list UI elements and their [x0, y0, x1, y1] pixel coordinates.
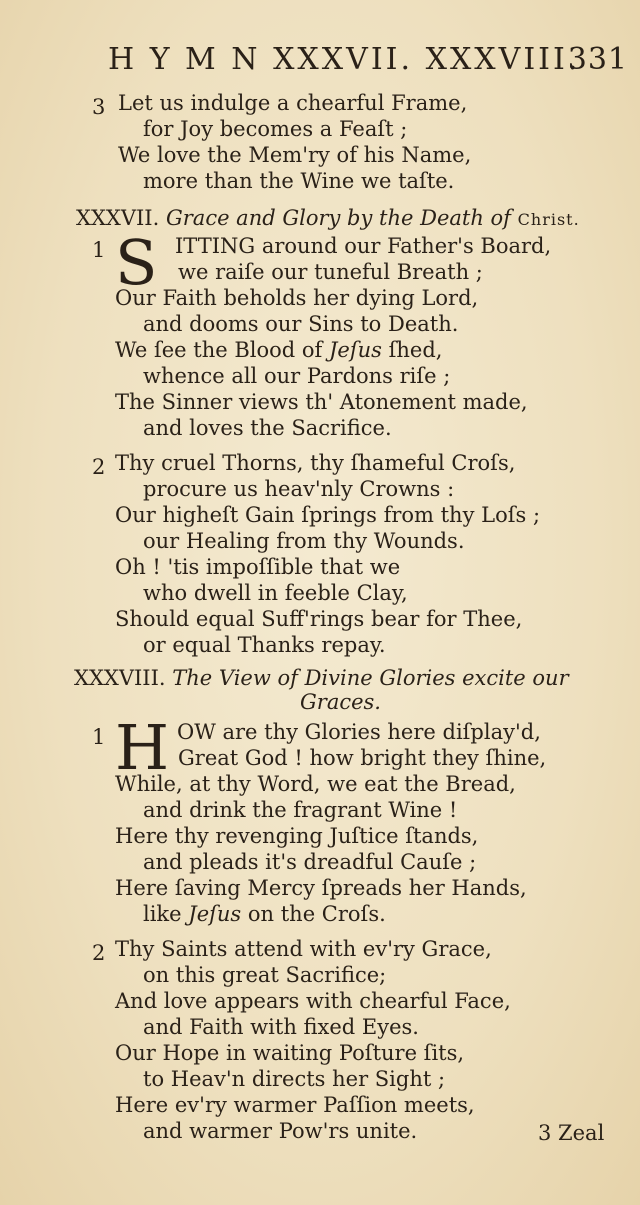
page-number: 331	[567, 42, 628, 77]
verse-line: ITTING around our Father's Board,	[175, 234, 552, 258]
verse-line: and loves the Sacrifice.	[143, 416, 392, 440]
verse-line: we raiſe our tuneful Breath ;	[178, 260, 483, 284]
verse-line: Our Faith beholds her dying Lord,	[115, 286, 479, 310]
hymn-numeral: XXXVII.	[76, 206, 160, 230]
verse-line: and dooms our Sins to Death.	[143, 312, 459, 336]
hymn-numeral: XXXVIII.	[74, 666, 166, 690]
stanza-number: 2	[92, 941, 106, 965]
verse-line: We ſee the Blood of Jeſus ſhed,	[115, 338, 443, 362]
verse-line: and pleads it's dreadful Cauſe ;	[143, 850, 477, 874]
verse-line: like Jeſus on the Croſs.	[143, 902, 386, 926]
verse-line: Here ev'ry warmer Paſſion meets,	[115, 1093, 475, 1117]
verse-line: Let us indulge a chearful Frame,	[118, 91, 468, 115]
hymn-heading	[74, 666, 569, 690]
verse-line: Thy cruel Thorns, thy ſhameful Croſs,	[115, 451, 516, 475]
running-head-title: H Y M N XXXVII. XXXVIII.	[108, 42, 581, 77]
hymn-title-end: Christ.	[517, 210, 580, 229]
verse-line: for Joy becomes a Feaſt ;	[143, 117, 408, 141]
jesus-italic: Jeſus	[329, 338, 382, 362]
verse-line: who dwell in feeble Clay,	[143, 581, 408, 605]
verse-line: whence all our Pardons riſe ;	[143, 364, 451, 388]
hymn-title: The View of Divine Glories excite our	[172, 666, 569, 690]
verse-line: And love appears with chearful Face,	[115, 989, 511, 1013]
verse-line: and drink the fragrant Wine !	[143, 798, 458, 822]
verse-line: Great God ! how bright they ſhine,	[178, 746, 547, 770]
verse-line: Our higheſt Gain ſprings from thy Loſs ;	[115, 503, 541, 527]
catchword: 3 Zeal	[538, 1121, 605, 1145]
verse-line: procure us heav'nly Crowns :	[143, 477, 455, 501]
verse-line: our Healing from thy Wounds.	[143, 529, 465, 553]
verse-line: and Faith with fixed Eyes.	[143, 1015, 419, 1039]
verse-line: While, at thy Word, we eat the Bread,	[115, 772, 516, 796]
verse-line: Thy Saints attend with ev'ry Grace,	[115, 937, 492, 961]
verse-line: on this great Sacrifice;	[143, 963, 387, 987]
verse-line: more than the Wine we taſte.	[143, 169, 455, 193]
hymn-title: Grace and Glory by the Death of	[165, 206, 511, 230]
verse-line: or equal Thanks repay.	[143, 633, 386, 657]
hymn-title-continued: Graces.	[300, 690, 381, 714]
verse-line: Here thy revenging Juſtice ſtands,	[115, 824, 479, 848]
verse-line: The Sinner views th' Atonement made,	[115, 390, 528, 414]
verse-line: Should equal Suff'rings bear for Thee,	[115, 607, 523, 631]
verse-line: and warmer Pow'rs unite.	[143, 1119, 418, 1143]
verse-line: to Heav'n directs her Sight ;	[143, 1067, 446, 1091]
stanza-number: 1	[92, 725, 106, 749]
drop-cap: H	[115, 711, 170, 784]
verse-line: Oh ! 'tis impoſſible that we	[115, 555, 401, 579]
stanza-number: 3	[92, 95, 106, 119]
verse-line: We love the Mem'ry of his Name,	[118, 143, 472, 167]
stanza-number: 2	[92, 455, 106, 479]
running-head	[108, 42, 628, 77]
verse-line: Our Hope in waiting Poſture ſits,	[115, 1041, 465, 1065]
verse-line: Here ſaving Mercy ſpreads her Hands,	[115, 876, 527, 900]
jesus-italic: Jeſus	[188, 902, 242, 926]
drop-cap: S	[115, 226, 158, 299]
verse-line: OW are thy Glories here diſplay'd,	[177, 720, 541, 744]
stanza-number: 1	[92, 238, 106, 262]
